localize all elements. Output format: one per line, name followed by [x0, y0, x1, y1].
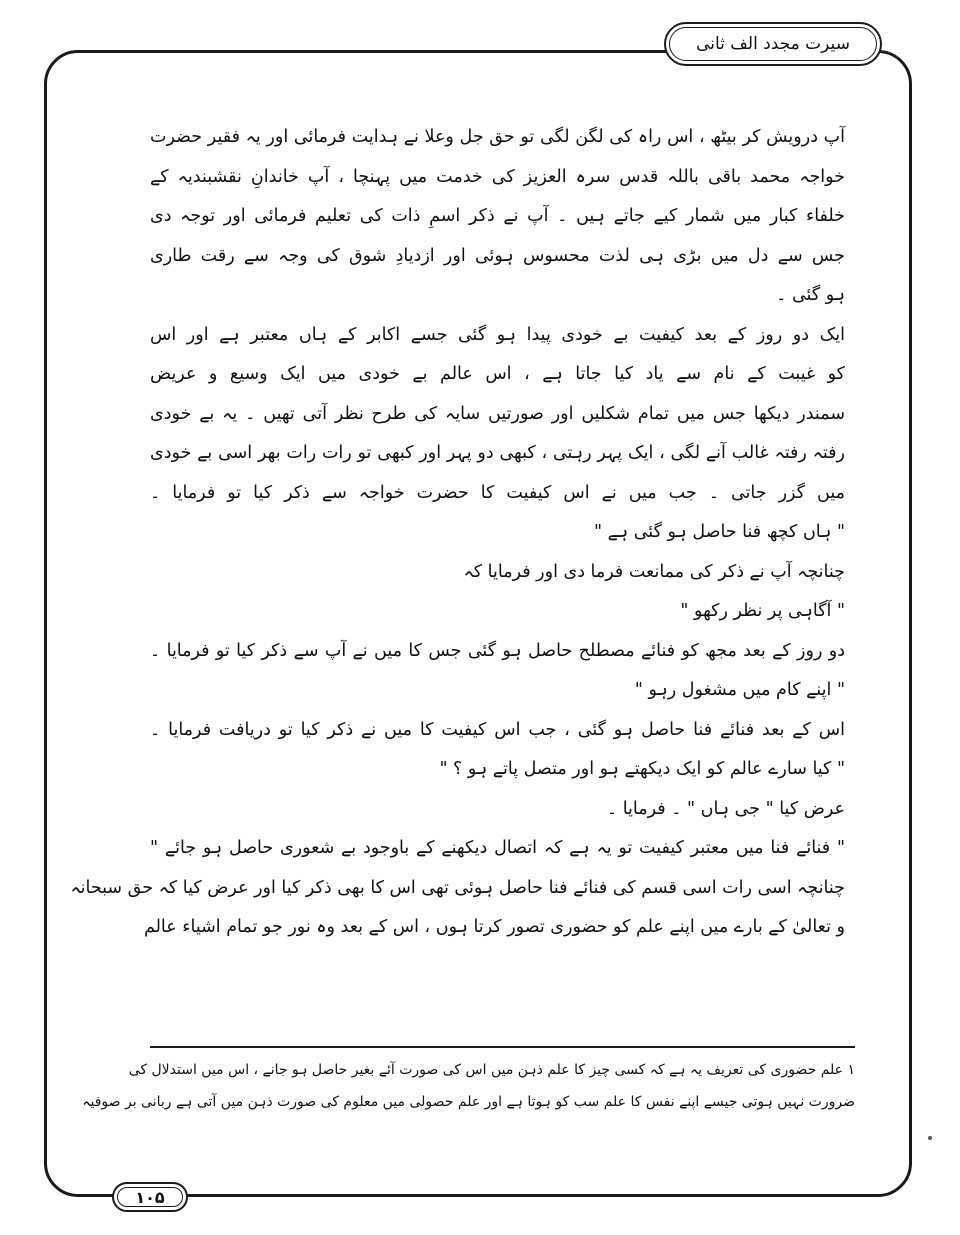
page-number-badge [112, 1182, 188, 1212]
text-line: اس کے بعد فنائے فنا حاصل ہو گئی ، جب اس کیفیت کا میں نے ذکر کیا تو دریافت فرمایا ۔ [150, 719, 845, 740]
text-line: جس سے دل میں بڑی ہی لذت محسوس ہوئی اور ازدیادِ شوق کی وجہ سے رقت طاری [150, 245, 845, 266]
running-header-title: سیرت مجدد الف ثانی [696, 34, 850, 54]
text-line: چنانچہ آپ نے ذکر کی ممانعت فرما دی اور فرمایا کہ [463, 561, 845, 582]
text-line: آپ درویش کر بیٹھ ، اس راہ کی لگن لگی تو حق جل وعلا نے ہدایت فرمائی اور یہ فقیر حضرت [150, 127, 845, 147]
quote-line: " کیا سارے عالم کو ایک دیکھتے ہو اور متصل پاتے ہو ؟ " [439, 759, 845, 779]
quote-line: " ہاں کچھ فنا حاصل ہو گئی ہے " [594, 522, 845, 542]
page-number: ۱۰۵ [135, 1187, 165, 1207]
main-text-body [70, 118, 845, 948]
text-line: ہو گئی ۔ [776, 285, 845, 305]
footnotes [82, 1054, 855, 1118]
quote-line: " آگاہی پر نظر رکھو " [680, 601, 845, 621]
footnote-separator [150, 1046, 855, 1048]
running-header-badge [664, 22, 882, 66]
text-line: عرض کیا " جی ہاں " ۔ فرمایا ۔ [606, 798, 845, 819]
text-line: خلفاء کبار میں شمار کیے جاتے ہیں ۔ آپ نے ذکر اسمِ ذات کی تعلیم فرمائی اور توجہ دی [150, 206, 845, 226]
footnote-line: ۱ علم حضوری کی تعریف یہ ہے کہ کسی چیز کا علم ذہن میں اس کی صورت آئے بغیر حاصل ہو جانے ، اس میں استدلال کی [128, 1062, 855, 1078]
footnote-line: ضرورت نہیں ہوتی جیسے اپنے نفس کا علم سب کو ہوتا ہے اور علم حصولی میں معلوم کی صورت ذہن میں آتی ہے ربانی بر صوفیہ [82, 1094, 855, 1110]
text-line: رفتہ رفتہ غالب آنے لگی ، ایک پہر رہتی ، کبھی دو پہر اور کبھی تو رات رات بھر اسی بے خودی [150, 443, 845, 463]
text-line: سمندر دیکھا جس میں تمام شکلیں اور صورتیں سایہ کی طرح نظر آتی تھیں ۔ یہ بے خودی [150, 403, 845, 424]
text-line: ایک دو روز کے بعد کیفیت بے خودی پیدا ہو گئی جسے اکابر کے ہاں معتبر ہے اور اس [150, 324, 845, 345]
text-line: خواجہ محمد باقی باللہ قدس سرہ العزیز کی خدمت میں پہنچا ، آپ خاندانِ نقشبندیہ کے [150, 166, 845, 187]
text-line: دو روز کے بعد مجھ کو فنائے مصطلح حاصل ہو گئی جس کا میں نے آپ سے ذکر کیا تو فرمایا ۔ [150, 640, 845, 661]
text-line: کو غیبت کے نام سے یاد کیا جاتا ہے ، اس عالم بے خودی میں ایک وسیع و عریض [150, 364, 845, 384]
text-line: میں گزر جاتی ۔ جب میں نے اس کیفیت کا حضرت خواجہ سے ذکر کیا تو فرمایا ۔ [150, 482, 845, 503]
quote-line: " فنائے فنا میں معتبر کیفیت تو یہ ہے کہ اتصال دیکھنے کے باوجود بے شعوری حاصل ہو جائے " [150, 838, 845, 858]
text-line: چنانچہ اسی رات اسی قسم کی فنائے فنا حاصل ہوئی تھی اس کا بھی ذکر کیا اور عرض کیا کہ حق سبحانہ [70, 877, 845, 898]
quote-line: " اپنے کام میں مشغول رہو " [634, 680, 845, 700]
scan-speck [928, 1136, 932, 1140]
text-line: و تعالیٰ کے بارے میں اپنے علم کو حضوری تصور کرتا ہوں ، اس کے بعد وہ نور جو تمام اشیاء عالم [143, 917, 845, 937]
